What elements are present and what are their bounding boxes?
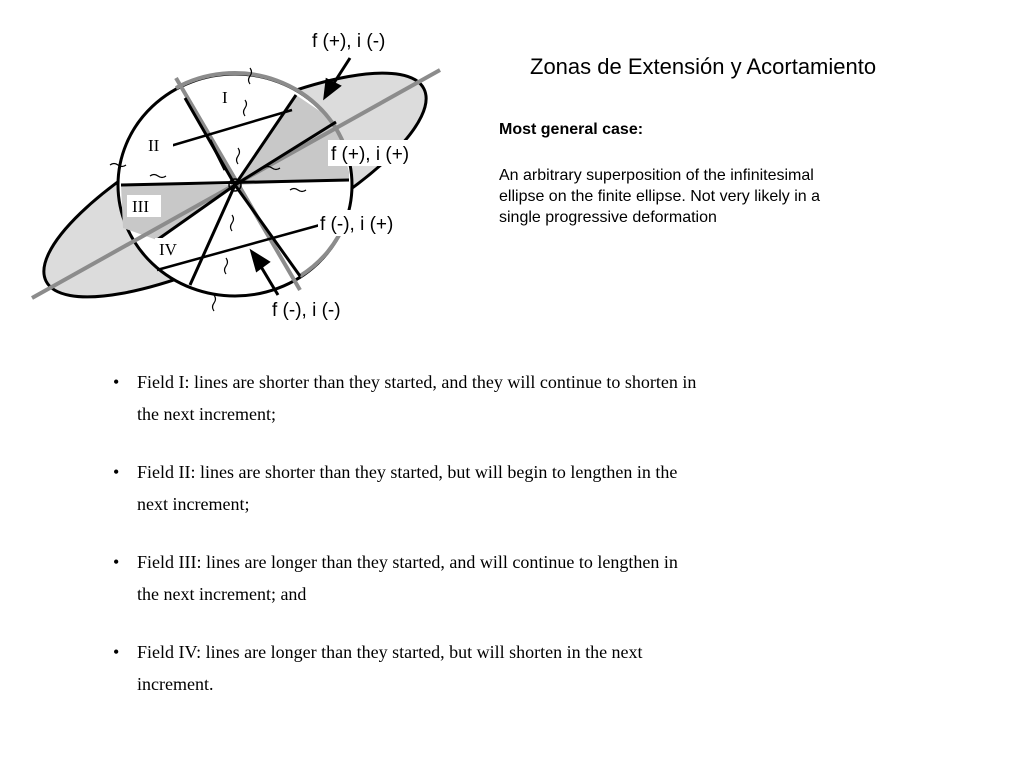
field-label-I: I [222,88,228,107]
bullet-line: • Field II: lines are shorter than they started, but will begin to lengthen in the [137,462,678,482]
bullet-line: • Field IV: lines are longer than they started, but will shorten in the next [137,642,643,662]
description-line: ellipse on the finite ellipse. Not very likely in a [499,188,821,205]
bullet-field-3 [113,546,823,610]
case-subtitle: Most general case: [499,121,644,138]
bullet-line: • Field III: lines are longer than they started, and will continue to lengthen in [137,552,678,572]
bullet-line: the next increment; and [137,584,307,604]
description-line: single progressive deformation [499,209,717,226]
label-right-lower: f (-), i (+) [320,214,394,235]
field-box-I [218,86,238,108]
label-bottom: f (-), i (-) [272,300,341,321]
field-label-II: II [148,136,160,155]
bullet-line: the next increment; [137,404,276,424]
field-label-IV: IV [159,240,177,259]
bullet-field-4 [113,636,823,700]
bullet-field-2 [113,456,823,520]
description-line: An arbitrary superposition of the infinitesimal [499,167,814,184]
field-bullet-list [113,366,823,726]
case-description [499,165,889,228]
bullet-line: increment. [137,674,214,694]
bullet-line: • Field I: lines are shorter than they started, and they will continue to shorten in [137,372,697,392]
page-title: Zonas de Extensión y Acortamiento [530,54,877,79]
label-right-upper: f (+), i (+) [331,144,410,165]
field-label-III: III [132,197,149,216]
bullet-line: next increment; [137,494,250,514]
strain-ellipse-diagram [0,0,470,330]
label-top: f (+), i (-) [312,31,386,52]
bullet-field-1 [113,366,823,430]
